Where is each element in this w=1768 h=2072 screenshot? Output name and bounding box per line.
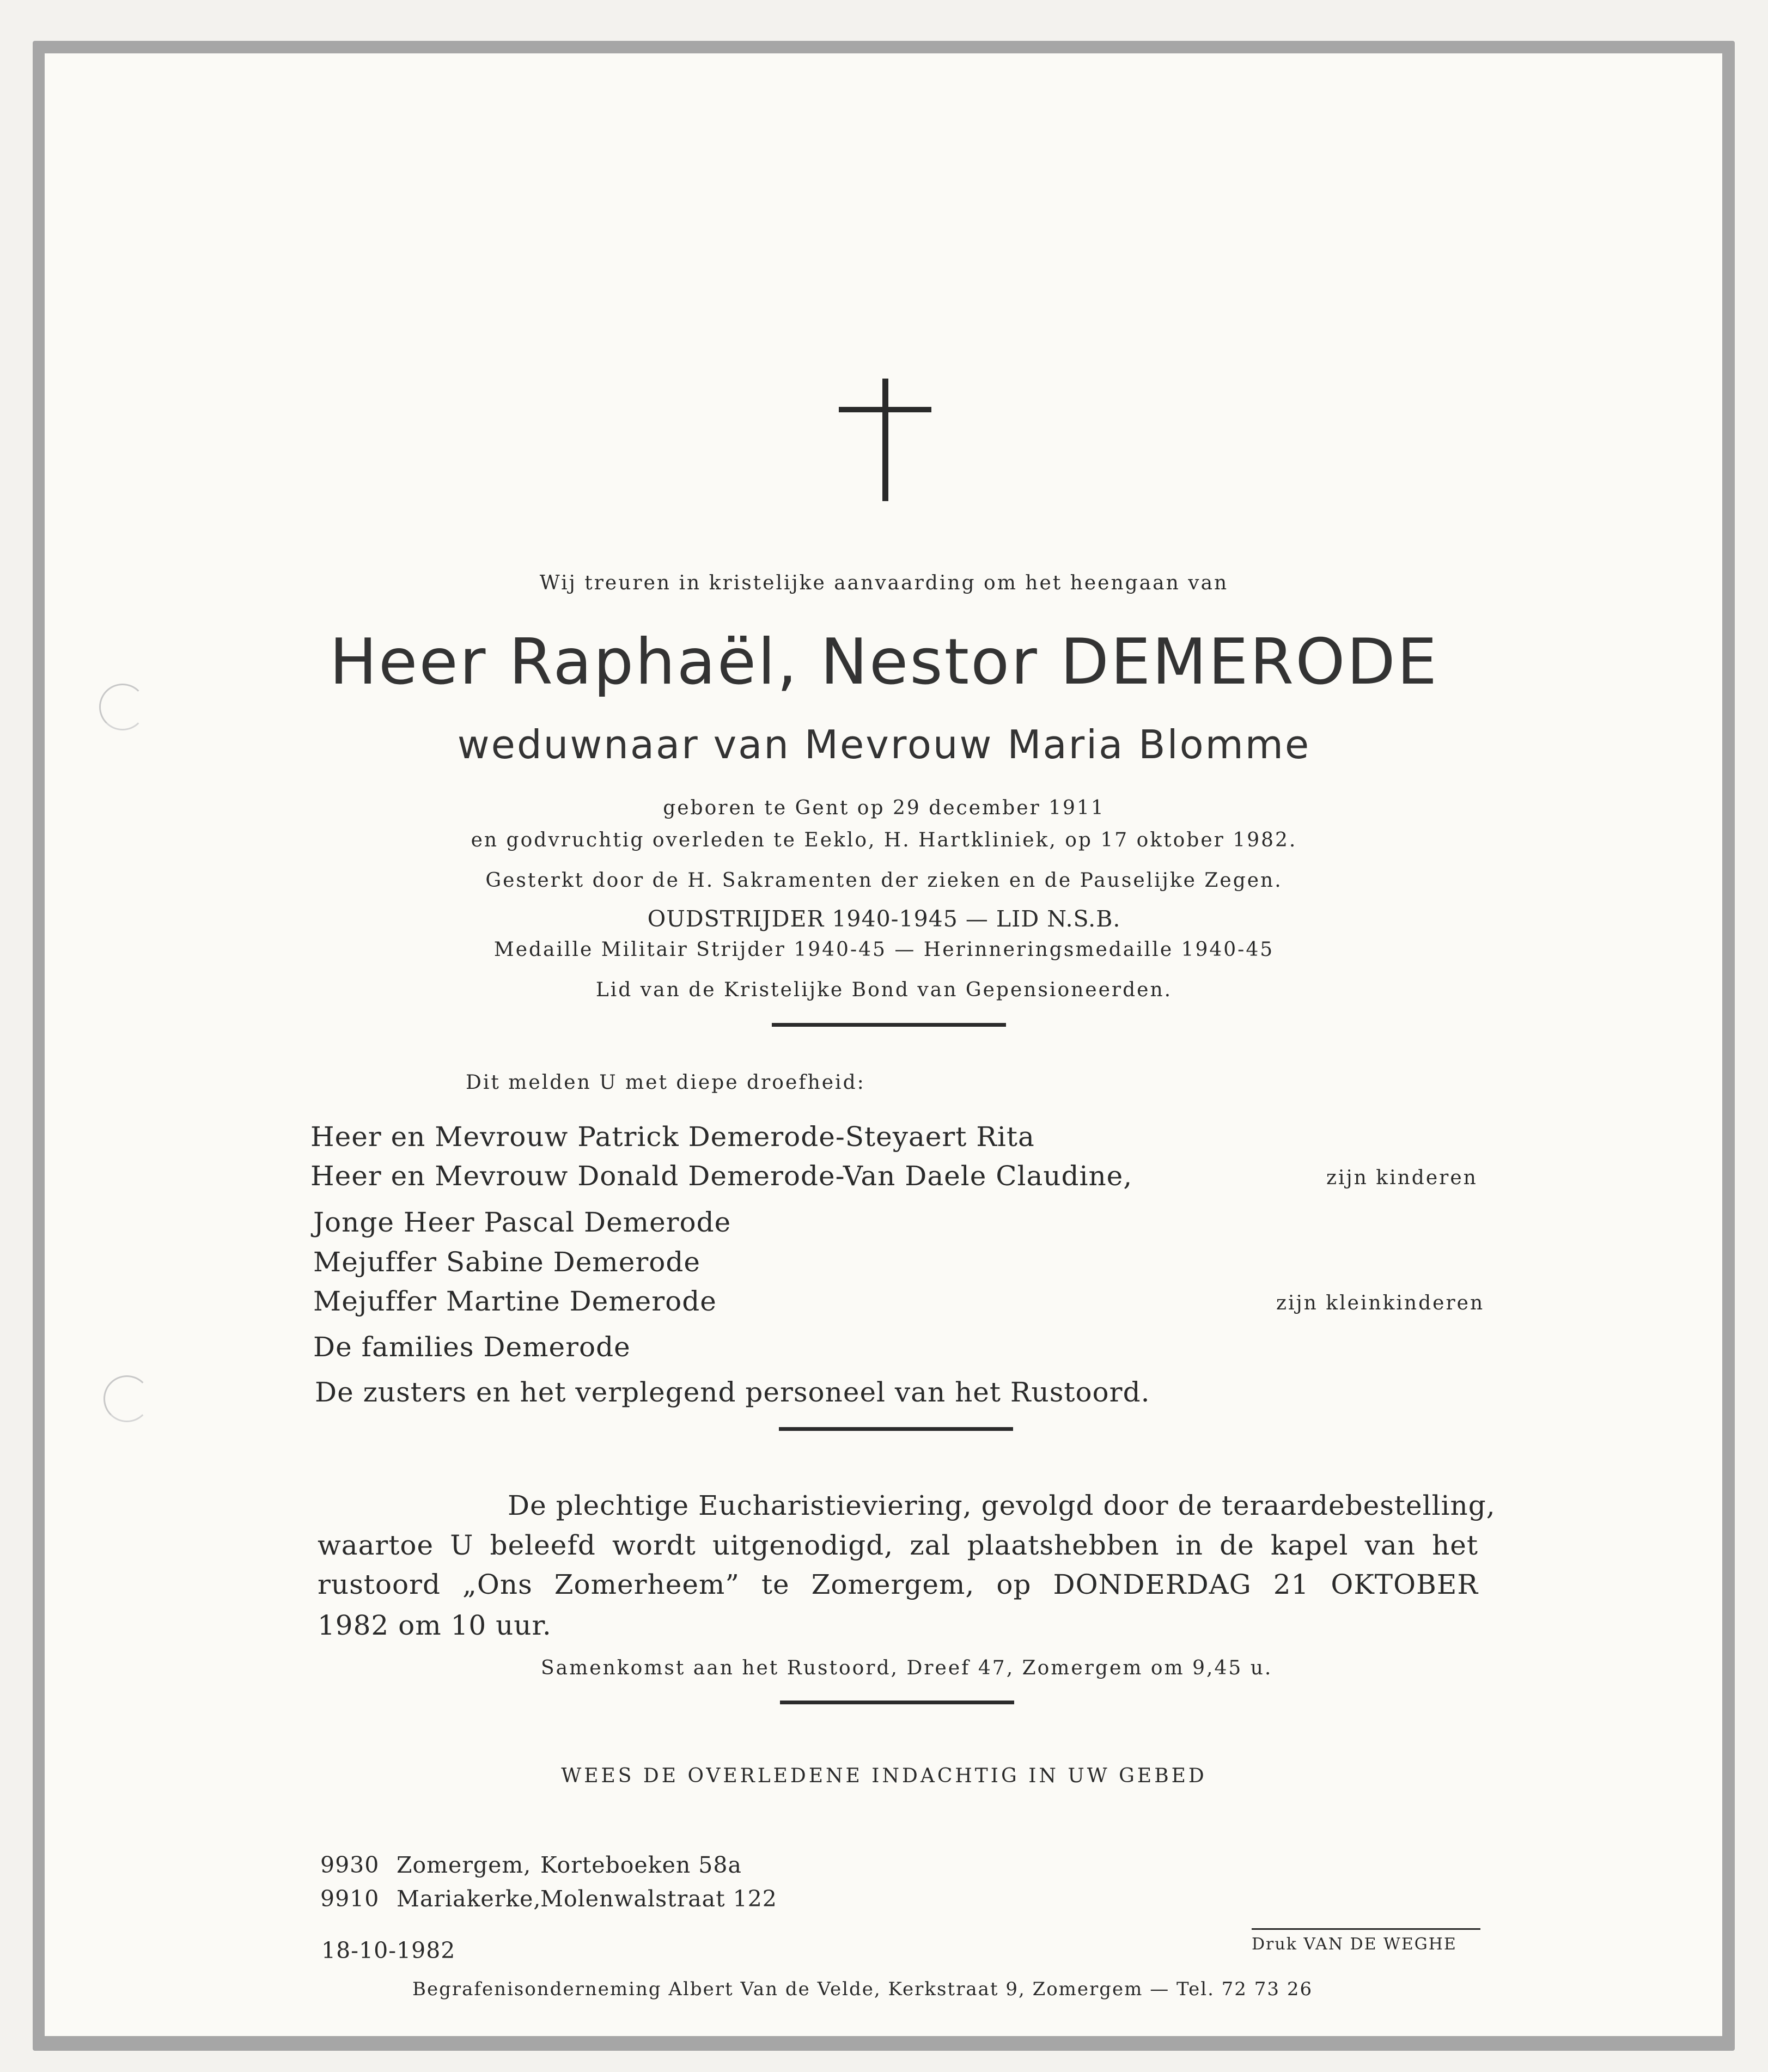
address-city: Mariakerke, bbox=[397, 1886, 541, 1912]
remember-text: WEES DE OVERLEDENE INDACHTIG IN UW GEBED bbox=[561, 1765, 1207, 1787]
address-zip: 9910 bbox=[320, 1886, 380, 1912]
address-street: Korteboeken 58a bbox=[540, 1852, 742, 1878]
divider bbox=[779, 1427, 1013, 1431]
address-city: Zomergem, bbox=[397, 1852, 532, 1878]
detail-medals: Medaille Militair Strijder 1940-45 — Herinneringsmedaille 1940-45 bbox=[493, 939, 1275, 961]
detail-membership: Lid van de Kristelijke Bond van Gepensioneerden. bbox=[595, 979, 1173, 1001]
detail-veteran: OUDSTRIJDER 1940-1945 — LID N.S.B. bbox=[647, 906, 1121, 932]
meeting-text: Samenkomst aan het Rustoord, Dreef 47, Zomergem om 9,45 u. bbox=[541, 1657, 1273, 1679]
funeral-home: Begrafenisonderneming Albert Van de Velde, Kerkstraat 9, Zomergem — Tel. 72 73 26 bbox=[412, 1978, 1313, 2000]
address-zip: 9930 bbox=[320, 1852, 380, 1878]
detail-birth: geboren te Gent op 29 december 1911 bbox=[663, 797, 1105, 819]
punch-hole-bottom bbox=[103, 1375, 150, 1422]
address-street: Molenwalstraat 122 bbox=[540, 1886, 777, 1912]
family-line: Mejuffer Martine Demerode bbox=[313, 1285, 717, 1317]
detail-death: en godvruchtig overleden te Eeklo, H. Hartkliniek, op 17 oktober 1982. bbox=[471, 829, 1297, 851]
divider bbox=[780, 1701, 1014, 1704]
printer-rule bbox=[1252, 1928, 1480, 1930]
family-line: De families Demerode bbox=[313, 1331, 631, 1363]
family-line: Jonge Heer Pascal Demerode bbox=[313, 1206, 731, 1238]
ceremony-line: waartoe U beleefd wordt uitgenodigd, zal plaatshebben in de kapel van het bbox=[318, 1529, 1478, 1561]
cross-icon bbox=[839, 379, 931, 501]
detail-sacraments: Gesterkt door de H. Sakramenten der zieken en de Pauselijke Zegen. bbox=[485, 869, 1283, 892]
deceased-name: Heer Raphaël, Nestor DEMERODE bbox=[329, 625, 1439, 699]
family-line: Mejuffer Sabine Demerode bbox=[313, 1246, 700, 1278]
family-line: Heer en Mevrouw Patrick Demerode-Steyaert Rita bbox=[310, 1121, 1035, 1153]
divider bbox=[772, 1023, 1006, 1027]
card-paper bbox=[45, 53, 1722, 2036]
label-grandchildren: zijn kleinkinderen bbox=[1276, 1292, 1485, 1314]
print-date: 18-10-1982 bbox=[321, 1937, 456, 1964]
ceremony-line: De plechtige Eucharistieviering, gevolgd door de teraardebestelling, bbox=[508, 1490, 1496, 1521]
ceremony-line: rustoord „Ons Zomerheem” te Zomergem, op DONDERDAG 21 OKTOBER bbox=[318, 1569, 1478, 1600]
widower-line: weduwnaar van Mevrouw Maria Blomme bbox=[457, 722, 1311, 767]
printer-credit: Druk VAN DE WEGHE bbox=[1252, 1935, 1457, 1954]
family-line: Heer en Mevrouw Donald Demerode-Van Daele Claudine, bbox=[310, 1160, 1133, 1192]
label-children: zijn kinderen bbox=[1326, 1167, 1478, 1189]
announce-text: Dit melden U met diepe droefheid: bbox=[466, 1071, 865, 1094]
intro-text: Wij treuren in kristelijke aanvaarding om het heengaan van bbox=[539, 572, 1229, 594]
ceremony-line: 1982 om 10 uur. bbox=[318, 1610, 552, 1641]
family-line: De zusters en het verplegend personeel van het Rustoord. bbox=[315, 1376, 1150, 1408]
